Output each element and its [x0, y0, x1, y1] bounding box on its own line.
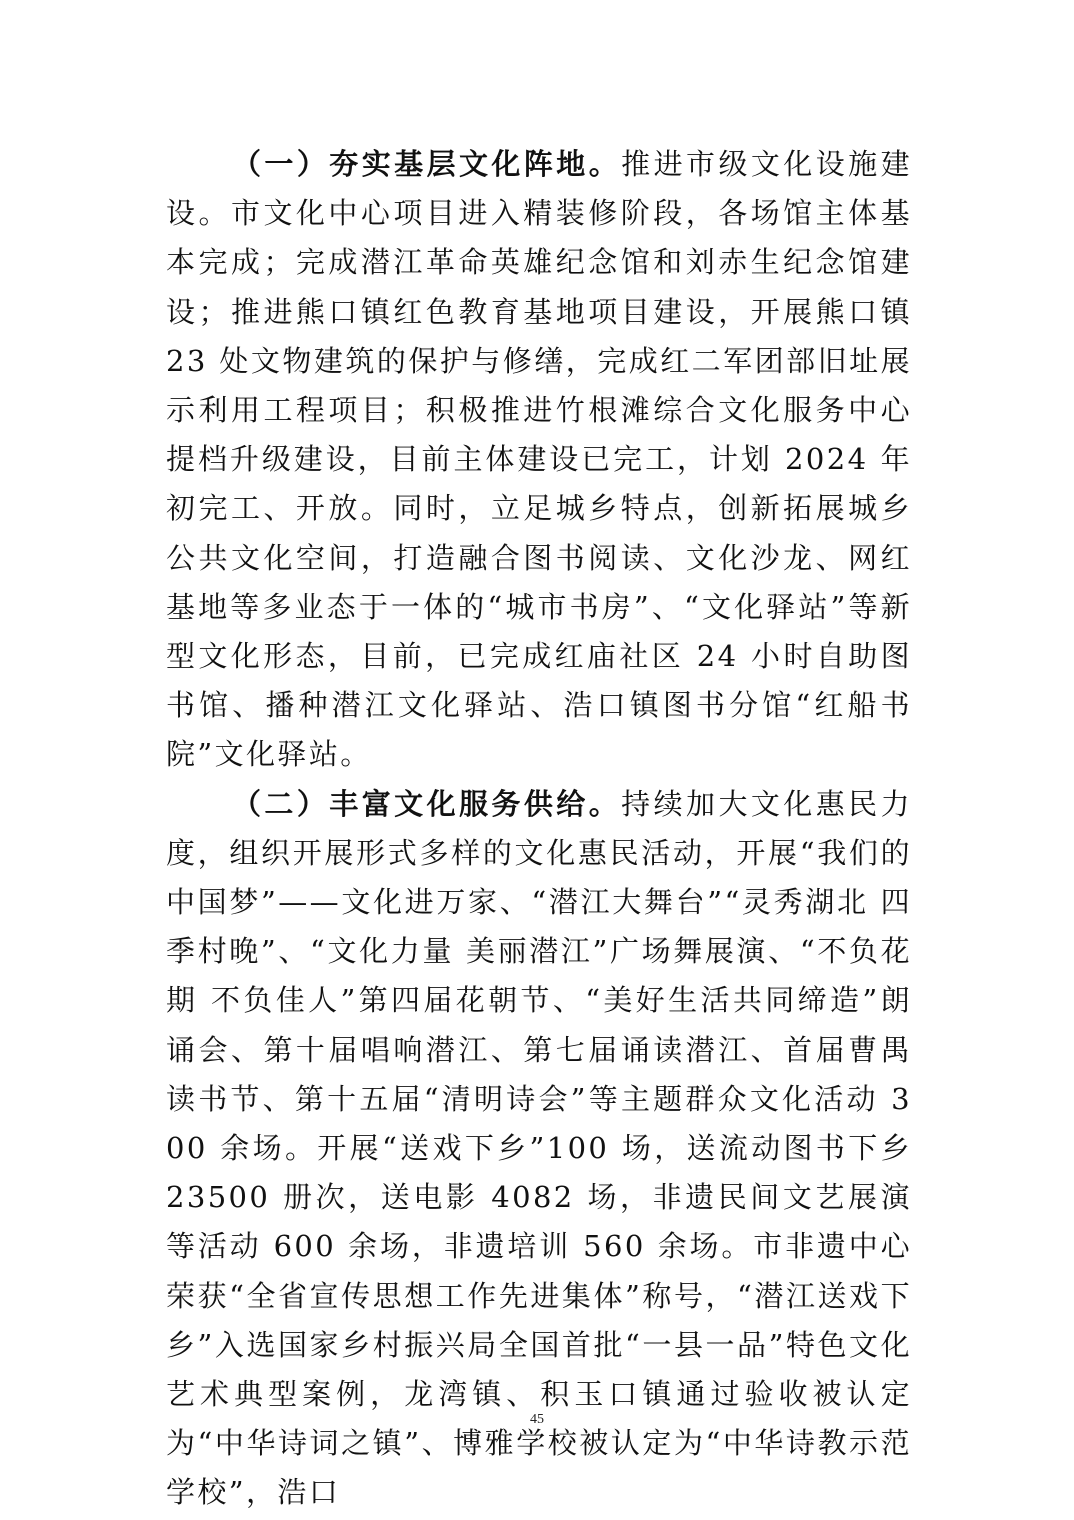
paragraph-1 [166, 140, 912, 780]
paragraph-1-body: 推进市级文化设施建设。市文化中心项目进入精装修阶段，各场馆主体基本完成；完成潜江革命英雄纪念馆和刘赤生纪念馆建设；推进熊口镇红色教育基地项目建设，开展熊口镇 23 处文物建筑的保护与修缮，完成红二军团部旧址展示利用工程项目；积极推进竹根滩综合文化服务中心提档升级建设，目前主体建设已完工，计划 2024 年初完工、开放。同时，立足城乡特点，创新拓展城乡公共文化空间，打造融合图书阅读、文化沙龙、网红基地等多业态于一体的“城市书房”、“文化驿站”等新型文化形态，目前，已完成红庙社区 24 小时自助图书馆、播种潜江文化驿站、浩口镇图书分馆“红船书院”文化驿站。 [166, 147, 912, 772]
document-page [166, 140, 912, 1518]
paragraph-1-heading: （一）夯实基层文化阵地。 [232, 147, 622, 181]
page-number: 45 [530, 1412, 544, 1427]
paragraph-2-body: 持续加大文化惠民力度，组织开展形式多样的文化惠民活动，开展“我们的中国梦”——文化进万家、“潜江大舞台”“灵秀湖北 四季村晚”、“文化力量 美丽潜江”广场舞展演、“不负花期 不负佳人”第四届花朝节、“美好生活共同缔造”朗诵会、第十届唱响潜江、第七届诵读潜江、首届曹禺读书节、第十五届“清明诗会”等主题群众文化活动 300 余场。开展“送戏下乡”100 场，送流动图书下乡 23500 册次，送电影 4082 场，非遗民间文艺展演等活动 600 余场，非遗培训 560 余场。市非遗中心荣获“全省宣传思想工作先进集体”称号，“潜江送戏下乡”入选国家乡村振兴局全国首批“一县一品”特色文化艺术典型案例，龙湾镇、积玉口镇通过验收被认定为“中华诗词之镇”、博雅学校被认定为“中华诗教示范学校”，浩口 [166, 786, 912, 1510]
paragraph-2-heading: （二）丰富文化服务供给。 [232, 786, 622, 821]
paragraph-2 [166, 780, 912, 1518]
